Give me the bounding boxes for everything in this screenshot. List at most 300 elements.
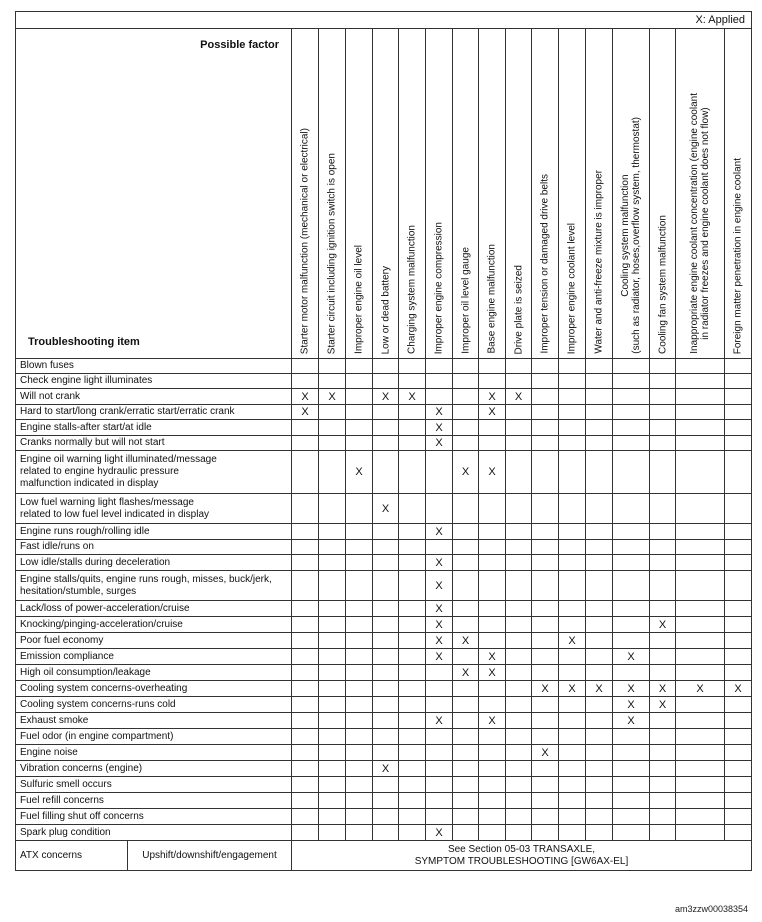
empty-cell <box>613 374 650 389</box>
empty-cell <box>426 359 453 374</box>
empty-cell <box>676 436 725 451</box>
empty-cell <box>479 793 506 809</box>
applied-mark: X <box>613 681 650 697</box>
table-row <box>16 540 752 555</box>
empty-cell <box>532 617 559 633</box>
empty-cell <box>613 405 650 420</box>
troubleshooting-table <box>15 11 752 871</box>
empty-cell <box>532 601 559 617</box>
empty-cell <box>399 777 426 793</box>
empty-cell <box>676 571 725 601</box>
empty-cell <box>506 494 532 524</box>
empty-cell <box>676 697 725 713</box>
empty-cell <box>676 451 725 494</box>
empty-cell <box>292 697 319 713</box>
empty-cell <box>506 420 532 436</box>
factor-header-14 <box>650 29 676 359</box>
empty-cell <box>559 420 586 436</box>
empty-cell <box>506 761 532 777</box>
empty-cell <box>532 729 559 745</box>
troubleshooting-item: Fuel refill concerns <box>16 793 292 809</box>
empty-cell <box>479 555 506 571</box>
empty-cell <box>650 571 676 601</box>
empty-cell <box>613 761 650 777</box>
empty-cell <box>532 793 559 809</box>
troubleshooting-item: Lack/loss of power-acceleration/cruise <box>16 601 292 617</box>
empty-cell <box>373 601 399 617</box>
empty-cell <box>532 436 559 451</box>
empty-cell <box>453 571 479 601</box>
applied-mark: X <box>426 617 453 633</box>
troubleshooting-item: Vibration concerns (engine) <box>16 761 292 777</box>
empty-cell <box>506 681 532 697</box>
table-row <box>16 777 752 793</box>
applied-mark: X <box>346 451 373 494</box>
empty-cell <box>650 420 676 436</box>
empty-cell <box>559 389 586 405</box>
empty-cell <box>506 524 532 540</box>
empty-cell <box>426 761 453 777</box>
empty-cell <box>650 777 676 793</box>
empty-cell <box>650 389 676 405</box>
empty-cell <box>586 617 613 633</box>
empty-cell <box>399 649 426 665</box>
table-row <box>16 793 752 809</box>
empty-cell <box>586 524 613 540</box>
applied-mark: X <box>319 389 346 405</box>
empty-cell <box>586 451 613 494</box>
table-row <box>16 451 752 494</box>
table-row-atx <box>16 841 752 871</box>
applied-mark: X <box>613 713 650 729</box>
empty-cell <box>319 777 346 793</box>
table-row <box>16 374 752 389</box>
empty-cell <box>453 494 479 524</box>
empty-cell <box>725 436 752 451</box>
empty-cell <box>650 633 676 649</box>
empty-cell <box>346 420 373 436</box>
factor-header-9 <box>506 29 532 359</box>
troubleshooting-item: Cranks normally but will not start <box>16 436 292 451</box>
troubleshooting-item: Engine oil warning light illuminated/message related to engine hydraulic pressure malfunction indicated in display <box>16 451 292 494</box>
empty-cell <box>346 777 373 793</box>
empty-cell <box>292 436 319 451</box>
empty-cell <box>725 809 752 825</box>
factor-header-8 <box>479 29 506 359</box>
table-row <box>16 633 752 649</box>
factor-header-label: Charging system malfunction <box>406 225 418 354</box>
empty-cell <box>506 633 532 649</box>
empty-cell <box>676 601 725 617</box>
empty-cell <box>426 374 453 389</box>
empty-cell <box>399 451 426 494</box>
empty-cell <box>319 420 346 436</box>
empty-cell <box>453 729 479 745</box>
empty-cell <box>725 420 752 436</box>
empty-cell <box>506 745 532 761</box>
empty-cell <box>506 793 532 809</box>
empty-cell <box>725 649 752 665</box>
empty-cell <box>559 809 586 825</box>
empty-cell <box>453 777 479 793</box>
table-row <box>16 665 752 681</box>
empty-cell <box>453 825 479 841</box>
applied-mark: X <box>506 389 532 405</box>
empty-cell <box>650 494 676 524</box>
empty-cell <box>613 665 650 681</box>
empty-cell <box>346 665 373 681</box>
empty-cell <box>676 540 725 555</box>
empty-cell <box>453 420 479 436</box>
empty-cell <box>319 729 346 745</box>
empty-cell <box>426 777 453 793</box>
applied-mark: X <box>650 697 676 713</box>
applied-mark: X <box>292 405 319 420</box>
empty-cell <box>506 809 532 825</box>
empty-cell <box>532 761 559 777</box>
empty-cell <box>319 665 346 681</box>
factor-header-10 <box>532 29 559 359</box>
factor-header-7 <box>453 29 479 359</box>
empty-cell <box>479 777 506 793</box>
empty-cell <box>373 713 399 729</box>
empty-cell <box>559 494 586 524</box>
empty-cell <box>319 617 346 633</box>
empty-cell <box>676 633 725 649</box>
empty-cell <box>586 649 613 665</box>
empty-cell <box>373 405 399 420</box>
empty-cell <box>479 420 506 436</box>
empty-cell <box>399 793 426 809</box>
empty-cell <box>373 451 399 494</box>
empty-cell <box>559 571 586 601</box>
empty-cell <box>426 809 453 825</box>
empty-cell <box>506 777 532 793</box>
empty-cell <box>613 359 650 374</box>
empty-cell <box>373 825 399 841</box>
empty-cell <box>586 374 613 389</box>
empty-cell <box>399 633 426 649</box>
troubleshooting-item: Cooling system concerns-runs cold <box>16 697 292 713</box>
empty-cell <box>373 793 399 809</box>
applied-mark: X <box>426 555 453 571</box>
empty-cell <box>399 697 426 713</box>
empty-cell <box>426 540 453 555</box>
empty-cell <box>613 729 650 745</box>
empty-cell <box>586 777 613 793</box>
empty-cell <box>453 809 479 825</box>
empty-cell <box>676 617 725 633</box>
empty-cell <box>559 793 586 809</box>
troubleshooting-item: Emission compliance <box>16 649 292 665</box>
empty-cell <box>399 374 426 389</box>
applied-mark: X <box>650 617 676 633</box>
factor-header-6 <box>426 29 453 359</box>
empty-cell <box>373 777 399 793</box>
applied-mark: X <box>453 633 479 649</box>
empty-cell <box>586 809 613 825</box>
empty-cell <box>586 571 613 601</box>
legend-caption: X: Applied <box>16 12 752 29</box>
empty-cell <box>479 601 506 617</box>
empty-cell <box>650 665 676 681</box>
empty-cell <box>399 713 426 729</box>
empty-cell <box>479 633 506 649</box>
empty-cell <box>532 540 559 555</box>
empty-cell <box>346 436 373 451</box>
empty-cell <box>506 405 532 420</box>
empty-cell <box>292 571 319 601</box>
empty-cell <box>586 436 613 451</box>
empty-cell <box>453 697 479 713</box>
factor-header-12 <box>586 29 613 359</box>
empty-cell <box>676 761 725 777</box>
empty-cell <box>453 405 479 420</box>
empty-cell <box>373 697 399 713</box>
empty-cell <box>650 825 676 841</box>
table-row <box>16 571 752 601</box>
empty-cell <box>506 451 532 494</box>
empty-cell <box>399 405 426 420</box>
empty-cell <box>676 389 725 405</box>
factor-header-15 <box>676 29 725 359</box>
empty-cell <box>725 665 752 681</box>
empty-cell <box>559 436 586 451</box>
empty-cell <box>346 405 373 420</box>
empty-cell <box>399 359 426 374</box>
empty-cell <box>479 761 506 777</box>
empty-cell <box>319 825 346 841</box>
factor-header-13 <box>613 29 650 359</box>
empty-cell <box>399 681 426 697</box>
empty-cell <box>373 649 399 665</box>
empty-cell <box>586 697 613 713</box>
empty-cell <box>613 777 650 793</box>
factor-header-label: Low or dead battery <box>380 265 391 354</box>
atx-sub-label: Upshift/downshift/engagement <box>128 841 292 871</box>
factor-header-label: Improper engine compression <box>433 221 445 354</box>
applied-mark: X <box>453 665 479 681</box>
empty-cell <box>292 793 319 809</box>
applied-mark: X <box>586 681 613 697</box>
empty-cell <box>373 617 399 633</box>
empty-cell <box>613 436 650 451</box>
empty-cell <box>676 745 725 761</box>
empty-cell <box>346 745 373 761</box>
troubleshooting-item: Low fuel warning light flashes/message related to low fuel level indicated in display <box>16 494 292 524</box>
empty-cell <box>399 436 426 451</box>
empty-cell <box>650 451 676 494</box>
empty-cell <box>319 761 346 777</box>
empty-cell <box>453 540 479 555</box>
troubleshooting-item: Knocking/pinging-acceleration/cruise <box>16 617 292 633</box>
applied-mark: X <box>426 571 453 601</box>
table-row <box>16 729 752 745</box>
atx-section-note: See Section 05-03 TRANSAXLE, SYMPTOM TROUBLESHOOTING [GW6AX-EL] <box>292 841 752 871</box>
empty-cell <box>676 494 725 524</box>
empty-cell <box>399 420 426 436</box>
empty-cell <box>586 745 613 761</box>
empty-cell <box>426 389 453 405</box>
table-row <box>16 713 752 729</box>
empty-cell <box>346 681 373 697</box>
empty-cell <box>725 374 752 389</box>
applied-mark: X <box>676 681 725 697</box>
empty-cell <box>292 374 319 389</box>
empty-cell <box>559 540 586 555</box>
empty-cell <box>676 420 725 436</box>
empty-cell <box>506 436 532 451</box>
empty-cell <box>453 555 479 571</box>
empty-cell <box>532 359 559 374</box>
empty-cell <box>725 451 752 494</box>
empty-cell <box>373 524 399 540</box>
empty-cell <box>373 555 399 571</box>
empty-cell <box>292 601 319 617</box>
empty-cell <box>346 825 373 841</box>
empty-cell <box>725 555 752 571</box>
table-row <box>16 809 752 825</box>
empty-cell <box>532 713 559 729</box>
applied-mark: X <box>725 681 752 697</box>
factor-header-16 <box>725 29 752 359</box>
empty-cell <box>399 745 426 761</box>
empty-cell <box>725 617 752 633</box>
empty-cell <box>292 809 319 825</box>
troubleshooting-item: Engine runs rough/rolling idle <box>16 524 292 540</box>
empty-cell <box>650 359 676 374</box>
reference-code: am3zzw00038354 <box>674 904 748 914</box>
empty-cell <box>532 665 559 681</box>
empty-cell <box>319 713 346 729</box>
empty-cell <box>532 777 559 793</box>
factor-header-label: Improper tension or damaged drive belts <box>539 174 551 354</box>
empty-cell <box>559 697 586 713</box>
empty-cell <box>319 374 346 389</box>
empty-cell <box>292 540 319 555</box>
applied-mark: X <box>426 524 453 540</box>
empty-cell <box>346 540 373 555</box>
table-row <box>16 555 752 571</box>
empty-cell <box>373 540 399 555</box>
empty-cell <box>453 793 479 809</box>
empty-cell <box>346 359 373 374</box>
empty-cell <box>373 729 399 745</box>
empty-cell <box>613 451 650 494</box>
empty-cell <box>373 665 399 681</box>
empty-cell <box>346 601 373 617</box>
empty-cell <box>506 617 532 633</box>
table-row <box>16 420 752 436</box>
factor-header-label: Improper engine oil level <box>353 245 365 354</box>
empty-cell <box>292 420 319 436</box>
empty-cell <box>559 649 586 665</box>
empty-cell <box>506 601 532 617</box>
empty-cell <box>586 729 613 745</box>
applied-mark: X <box>426 825 453 841</box>
empty-cell <box>725 825 752 841</box>
empty-cell <box>613 633 650 649</box>
empty-cell <box>532 633 559 649</box>
empty-cell <box>586 633 613 649</box>
applied-mark: X <box>532 745 559 761</box>
empty-cell <box>650 405 676 420</box>
empty-cell <box>399 601 426 617</box>
empty-cell <box>586 793 613 809</box>
empty-cell <box>319 793 346 809</box>
empty-cell <box>613 389 650 405</box>
troubleshooting-item: Engine stalls/quits, engine runs rough, misses, buck/jerk, hesitation/stumble, surges <box>16 571 292 601</box>
empty-cell <box>532 697 559 713</box>
empty-cell <box>479 524 506 540</box>
empty-cell <box>292 761 319 777</box>
empty-cell <box>479 825 506 841</box>
empty-cell <box>319 494 346 524</box>
empty-cell <box>346 617 373 633</box>
empty-cell <box>650 809 676 825</box>
applied-mark: X <box>426 405 453 420</box>
empty-cell <box>399 617 426 633</box>
empty-cell <box>532 420 559 436</box>
empty-cell <box>676 825 725 841</box>
empty-cell <box>676 777 725 793</box>
empty-cell <box>292 359 319 374</box>
troubleshooting-item: Sulfuric smell occurs <box>16 777 292 793</box>
empty-cell <box>532 555 559 571</box>
empty-cell <box>559 665 586 681</box>
empty-cell <box>650 374 676 389</box>
empty-cell <box>613 809 650 825</box>
empty-cell <box>613 524 650 540</box>
empty-cell <box>373 420 399 436</box>
empty-cell <box>650 793 676 809</box>
applied-mark: X <box>399 389 426 405</box>
empty-cell <box>586 420 613 436</box>
empty-cell <box>479 745 506 761</box>
empty-cell <box>559 555 586 571</box>
empty-cell <box>559 374 586 389</box>
empty-cell <box>586 555 613 571</box>
empty-cell <box>613 571 650 601</box>
empty-cell <box>319 809 346 825</box>
empty-cell <box>725 359 752 374</box>
empty-cell <box>373 809 399 825</box>
empty-cell <box>453 713 479 729</box>
factor-header-label: Improper engine coolant level <box>566 222 578 354</box>
empty-cell <box>399 825 426 841</box>
empty-cell <box>292 451 319 494</box>
applied-mark: X <box>426 420 453 436</box>
factor-header-label: Base engine malfunction <box>486 244 498 354</box>
empty-cell <box>453 761 479 777</box>
empty-cell <box>319 649 346 665</box>
empty-cell <box>725 697 752 713</box>
empty-cell <box>399 540 426 555</box>
empty-cell <box>319 571 346 601</box>
empty-cell <box>292 665 319 681</box>
empty-cell <box>292 777 319 793</box>
table-row <box>16 649 752 665</box>
empty-cell <box>650 761 676 777</box>
empty-cell <box>453 389 479 405</box>
empty-cell <box>613 825 650 841</box>
empty-cell <box>399 524 426 540</box>
empty-cell <box>346 809 373 825</box>
applied-mark: X <box>373 494 399 524</box>
empty-cell <box>319 601 346 617</box>
empty-cell <box>650 436 676 451</box>
empty-cell <box>319 633 346 649</box>
